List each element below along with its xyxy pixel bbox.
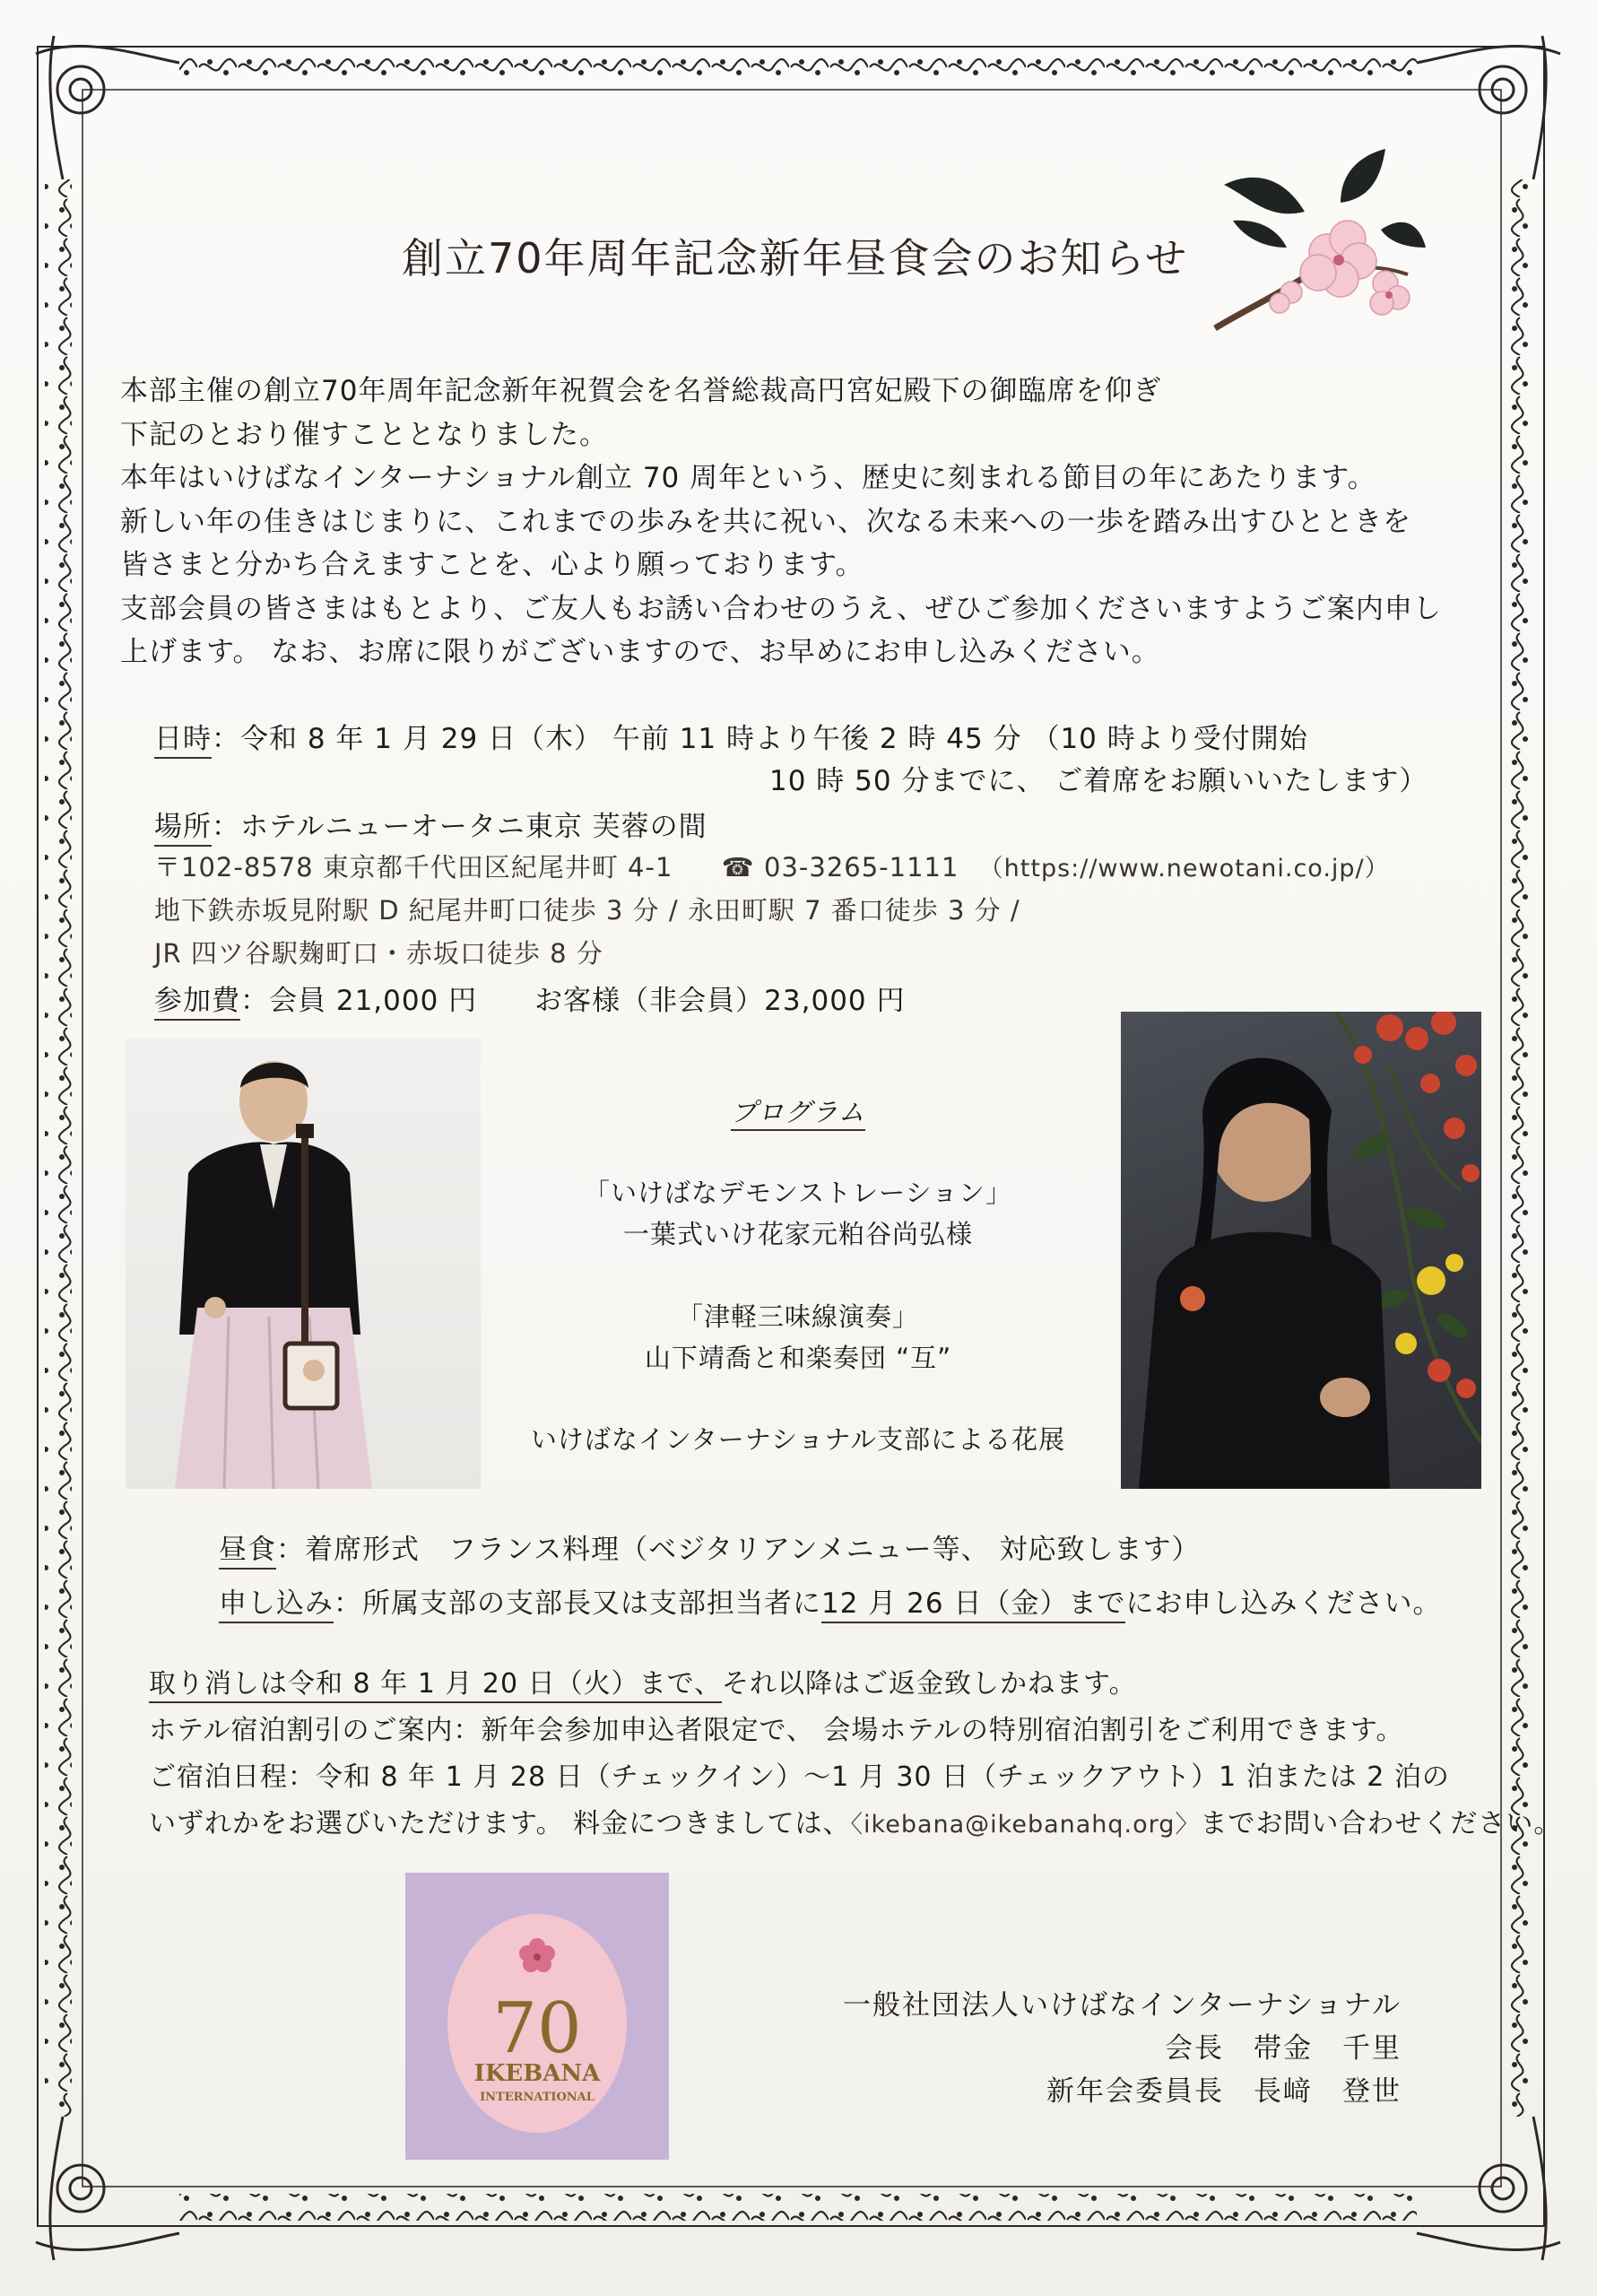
intro-paragraph [120,370,1519,674]
place-label: 場所 [154,811,212,847]
cherry-blossom-illustration [1206,149,1426,337]
fee-text: ：会員 21,000 円 お客様（非会員）23,000 円 [240,985,906,1017]
cancel-line [149,1661,1137,1700]
master-illustration [1121,1012,1481,1489]
access-line-2: JR 四ツ谷駅麹町口・赤坂口徒歩 8 分 [154,938,603,969]
logo-emblem [405,1873,669,2160]
intro-line: 本部主催の創立70年周年記念新年祝賀会を名誉総裁高円宮妃殿下の御臨席を仰ぎ [120,375,1162,407]
lunch-line [219,1526,1201,1567]
apply-text: ：所属支部の支部長又は支部担当者に [334,1587,821,1620]
cancel-policy-tail: それ以降はご返金致しかねます。 [721,1668,1137,1700]
apply-text-tail: にお申し込みください。 [1125,1587,1442,1620]
performer-illustration [126,1039,481,1489]
date-text: ：令和 8 年 1 月 29 日（木） 午前 11 時より午後 2 時 45 分 （10 時より受付開始 [212,723,1308,755]
program-item-1-title: 「いけばなデモンストレーション」 [584,1178,1012,1208]
program-heading-row [484,1092,1112,1129]
contact-email[interactable]: 〈ikebana@ikebanahq.org〉 [850,1811,1201,1839]
ikebana-master-photo [1121,1012,1481,1489]
intro-line: 本年はいけばなインターナショナル創立 70 周年という、歴史に刻まれる節目の年にあたります。 [120,462,1376,494]
hotel-url: （https://www.newotani.co.jp/） [978,855,1390,883]
place-text: ：ホテルニューオータニ東京 芙蓉の間 [212,811,707,843]
program-item-1-detail: 一葉式いけ花家元粕谷尚弘様 [622,1219,973,1249]
logo-line-1: IKEBANA [473,2060,601,2087]
cancel-policy: 取り消しは令和 8 年 1 月 20 日（火）まで、 [149,1668,722,1703]
program-item-3: いけばなインターナショナル支部による花展 [530,1424,1066,1455]
fee-label: 参加費 [154,985,240,1021]
address-line [154,848,1390,884]
contact-text: いずれかをお選びいただけます。 料金につきましては、 [149,1808,851,1839]
contact-line [149,1801,1561,1840]
date-note: 10 時 50 分までに、 ご着席をお願いいたします） [769,765,1428,797]
intro-line: 下記のとおり催すこととなりました。 [120,418,608,451]
lunch-label: 昼食 [219,1534,276,1570]
intro-line: 新しい年の佳きはじまりに、これまでの歩みを共に祝い、次なる未来への一歩を踏み出すひとときを [120,505,1411,538]
place-line [154,804,707,844]
intro-line: 皆さまと分かち合えますことを、心より願っております。 [120,549,864,581]
intro-line: 上げます。 なお、お席に限りがございますので、お早めにお申し込みください。 [120,636,1160,668]
program-item-2-title: 「津軽三味線演奏」 [676,1301,919,1332]
access-line-1: 地下鉄赤坂見附駅 D 紀尾井町口徒歩 3 分 / 永田町駅 7 番口徒歩 3 分 / [154,895,1020,926]
contact-text-tail: までお問い合わせください。 [1200,1808,1562,1839]
logo-number: 70 [492,1988,582,2069]
phone-number: 03-3265-1111 [764,852,959,883]
program-item-2-detail: 山下靖喬と和楽奏団 “互” [644,1343,952,1373]
stay-dates-line: ご宿泊日程：令和 8 年 1 月 28 日（チェックイン）～1 月 30 日（チェックアウト）1 泊または 2 泊の [149,1761,1450,1793]
committee-chair-name: 新年会委員長 長﨑 登世 [1046,2075,1402,2108]
logo-line-2: INTERNATIONAL [480,2091,595,2104]
page-title: 創立70年周年記念新年昼食会のお知らせ [402,234,1189,283]
apply-label: 申し込み [219,1587,334,1623]
date-label: 日時 [154,723,212,759]
fee-line [154,978,906,1018]
date-line [154,716,1308,756]
organization-name: 一般社団法人いけばなインターナショナル [843,1989,1402,2022]
ikebana-70th-logo [405,1873,669,2160]
apply-line [219,1580,1441,1621]
intro-line: 支部会員の皆さまはもとより、ご友人もお誘い合わせのうえ、ぜひご参加くださいますようご案内申し [120,592,1442,625]
hotel-discount-line: ホテル宿泊割引のご案内：新年会参加申込者限定で、 会場ホテルの特別宿泊割引をご利用できます。 [149,1715,1404,1746]
apply-deadline: 12 月 26 日（金）まで [821,1587,1125,1623]
phone-icon: ☎ [721,852,755,883]
lunch-text: ：着席形式 フランス料理（ベジタリアンメニュー等、 対応致します） [276,1534,1201,1566]
shamisen-performer-photo [126,1039,481,1489]
program-heading: プログラム [731,1097,865,1131]
president-name: 会長 帯金 千里 [1165,2032,1402,2065]
address: 〒102-8578 東京都千代田区紀尾井町 4-1 [154,852,673,883]
